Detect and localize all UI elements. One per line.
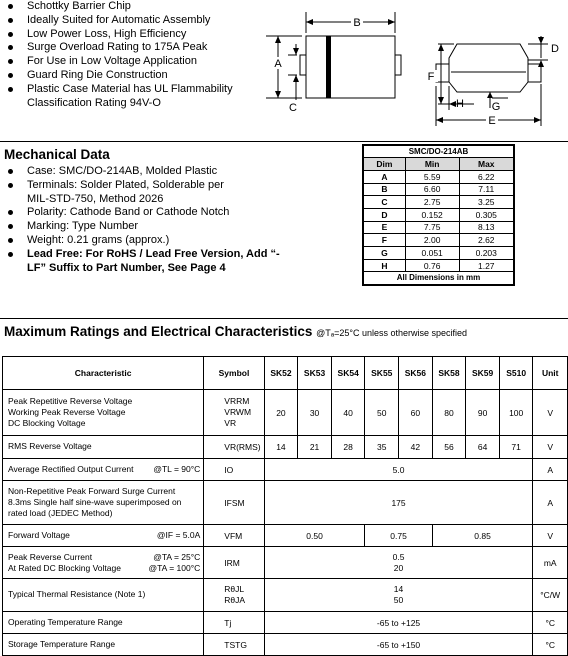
col-header: SK53 (298, 357, 332, 390)
col-header: SK56 (399, 357, 433, 390)
feature-item: Ideally Suited for Automatic Assembly (4, 14, 266, 28)
cathode-band (326, 36, 331, 98)
leadfree-note: Lead Free: For RoHS / Lead Free Version, Add “-LF” Suffix to Part Number, See Page 4 (4, 248, 294, 276)
mechanical-item: Polarity: Cathode Band or Cathode Notch (4, 206, 359, 220)
mechanical-item: Case: SMC/DO-214AB, Molded Plastic (4, 165, 359, 179)
mechanical-list (4, 165, 359, 275)
dim-row: H 0.76 1.27 (363, 259, 514, 272)
dim-row: D 0.152 0.305 (363, 208, 514, 221)
ratings-header-row (3, 357, 568, 390)
dim-row: E 7.75 8.13 (363, 221, 514, 234)
dim-col-header: Min (405, 158, 459, 171)
feature-item: For Use in Low Voltage Application (4, 55, 266, 69)
dim-label-a: A (274, 58, 282, 70)
table-row: Average Rectified Output Current @TL = 90°C IO 5.0 A (3, 459, 568, 481)
table-row: RMS Reverse Voltage VR(RMS) 14 21 28 35 42 56 64 71 V (3, 436, 568, 459)
col-header: SK52 (264, 357, 298, 390)
table-row: Non-Repetitive Peak Forward Surge Current 8.3ms Single half sine-wave superimposed on rated load (JEDEC Method) IFSM 175 A (3, 481, 568, 525)
section-divider (0, 318, 568, 319)
table-row: Storage Temperature Range TSTG -65 to +150 °C (3, 634, 568, 656)
ratings-condition: @Tₐ=25°C unless otherwise specified (316, 328, 468, 338)
col-header: S510 (499, 357, 533, 390)
mechanical-title: Mechanical Data (4, 147, 110, 162)
col-header: SK59 (466, 357, 500, 390)
dim-row: C 2.75 3.25 (363, 196, 514, 209)
dim-label-c: C (289, 102, 297, 114)
feature-item: Low Power Loss, High Efficiency (4, 28, 266, 42)
feature-item: Schottky Barrier Chip (4, 0, 266, 14)
feature-item: Plastic Case Material has UL Flammability Classification Rating 94V-O (4, 83, 249, 111)
feature-item: Surge Overload Rating to 175A Peak (4, 41, 266, 55)
ratings-table (2, 356, 568, 656)
table-row: Peak Repetitive Reverse Voltage Working Peak Reverse Voltage DC Blocking Voltage VRRM VRWM VR 20 30 40 50 60 80 90 100 V (3, 390, 568, 436)
row-characteristic: Peak Repetitive Reverse Voltage Working Peak Reverse Voltage DC Blocking Voltage (3, 390, 204, 436)
dim-col-header: Dim (363, 158, 405, 171)
package-outline-svg (262, 0, 568, 130)
dim-table-footer: All Dimensions in mm (363, 272, 514, 285)
ratings-title: Maximum Ratings and Electrical Characteristics @Tₐ=25°C unless otherwise specified (4, 324, 468, 339)
col-header: Unit (533, 357, 568, 390)
col-header: SK54 (331, 357, 365, 390)
col-header: Symbol (204, 357, 264, 390)
section-divider (0, 141, 568, 142)
features-list (4, 0, 266, 110)
dim-row: G 0.051 0.203 (363, 247, 514, 260)
dim-label-g: G (491, 101, 501, 113)
terminal-left (300, 55, 306, 75)
terminal-right (395, 55, 401, 75)
mechanical-item: Marking: Type Number (4, 220, 359, 234)
table-row: Peak Reverse Current @TA = 25°C At Rated DC Blocking Voltage @TA = 100°C IRM 0.5 20 mA (3, 547, 568, 579)
dim-row: F 2.00 2.62 (363, 234, 514, 247)
mechanical-item: Weight: 0.21 grams (approx.) (4, 234, 359, 248)
dim-label-f: F (427, 71, 435, 83)
feature-item: Guard Ring Die Construction (4, 69, 266, 83)
dimension-table (362, 144, 515, 286)
dim-label-b: B (353, 17, 361, 29)
dim-label-d: D (551, 43, 559, 55)
mechanical-item: Terminals: Solder Plated, Solderable per MIL-STD-750, Method 2026 (4, 179, 234, 207)
dim-col-header: Max (459, 158, 514, 171)
dim-table-caption: SMC/DO-214AB (363, 145, 514, 158)
table-row: Operating Temperature Range Tj -65 to +125 °C (3, 612, 568, 634)
dim-row: B 6.60 7.11 (363, 183, 514, 196)
table-row: Forward Voltage @IF = 5.0A VFM 0.50 0.75 0.85 V (3, 525, 568, 547)
col-header: Characteristic (3, 357, 204, 390)
row-symbol: VRRM VRWM VR (204, 390, 264, 436)
dim-label-h: H (456, 98, 464, 110)
col-header: SK55 (365, 357, 399, 390)
dim-row: A 5.59 6.22 (363, 170, 514, 183)
dim-label-e: E (488, 115, 496, 127)
col-header: SK58 (432, 357, 466, 390)
table-row: Typical Thermal Resistance (Note 1) RθJL RθJA 14 50 °C/W (3, 579, 568, 612)
package-outline-drawing (262, 0, 568, 130)
